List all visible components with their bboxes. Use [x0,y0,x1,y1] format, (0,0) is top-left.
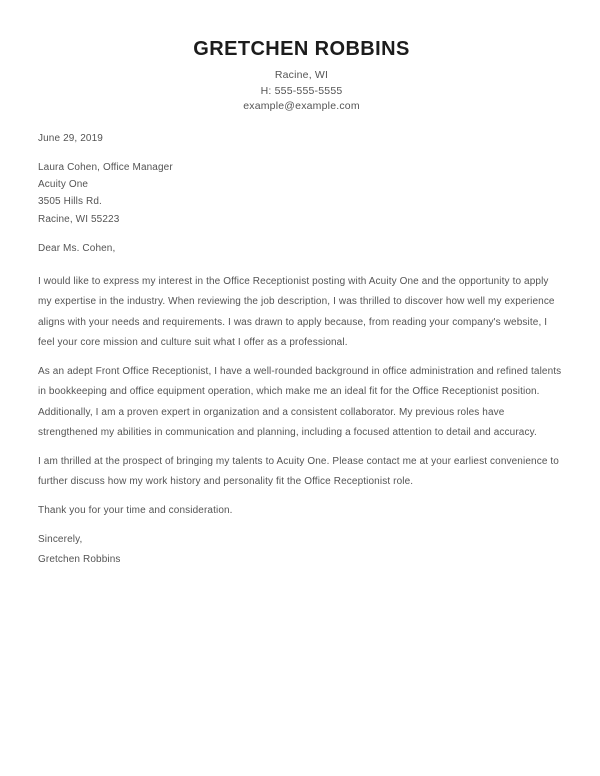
recipient-name-title: Laura Cohen, Office Manager [38,161,173,173]
salutation: Dear Ms. Cohen, [38,243,116,255]
closing-block [38,530,565,571]
valediction: Sincerely, [38,534,83,546]
letter-body [38,131,565,571]
applicant-phone: H: 555-555-5555 [260,84,343,97]
recipient-company: Acuity One [38,178,89,190]
recipient-street: 3505 Hills Rd. [38,196,102,208]
signature-name: Gretchen Robbins [38,554,121,566]
thanks-line: Thank you for your time and consideration. [38,504,233,516]
recipient-block [38,159,565,229]
letter-date: June 29, 2019 [38,132,103,144]
applicant-name: GRETCHEN ROBBINS [193,38,410,60]
recipient-city-state-zip: Racine, WI 55223 [38,213,120,225]
applicant-location: Racine, WI [274,69,329,81]
applicant-email: example@example.com [243,100,360,112]
letter-header [38,38,565,115]
paragraph-call-to-action: I am thrilled at the prospect of bringing my talents to Acuity One. Please contact me at your earliest convenience to further discuss how my work history and personality fit the Office Receptionist role. [38,455,559,488]
paragraph-qualifications: As an adept Front Office Receptionist, I have a well-rounded background in office administration and refined talents in bookkeeping and office equipment operation, which make me an ideal fit for the Office Receptionist position. Additionally, I am a proven expert in organization and a consistent collaborator. My previous roles have strengthened my abilities in communication and planning, including a focused attention to detail and accuracy. [38,365,562,439]
paragraph-intro: I would like to express my interest in the Office Receptionist posting with Acuity One and the opportunity to apply my expertise in the industry. When reviewing the job description, I was thrilled to discover how well my experience aligns with your needs and requirements. I was drawn to apply because, from reading your company's website, I feel your core mission and culture suit what I offer as a professional. [38,275,555,349]
